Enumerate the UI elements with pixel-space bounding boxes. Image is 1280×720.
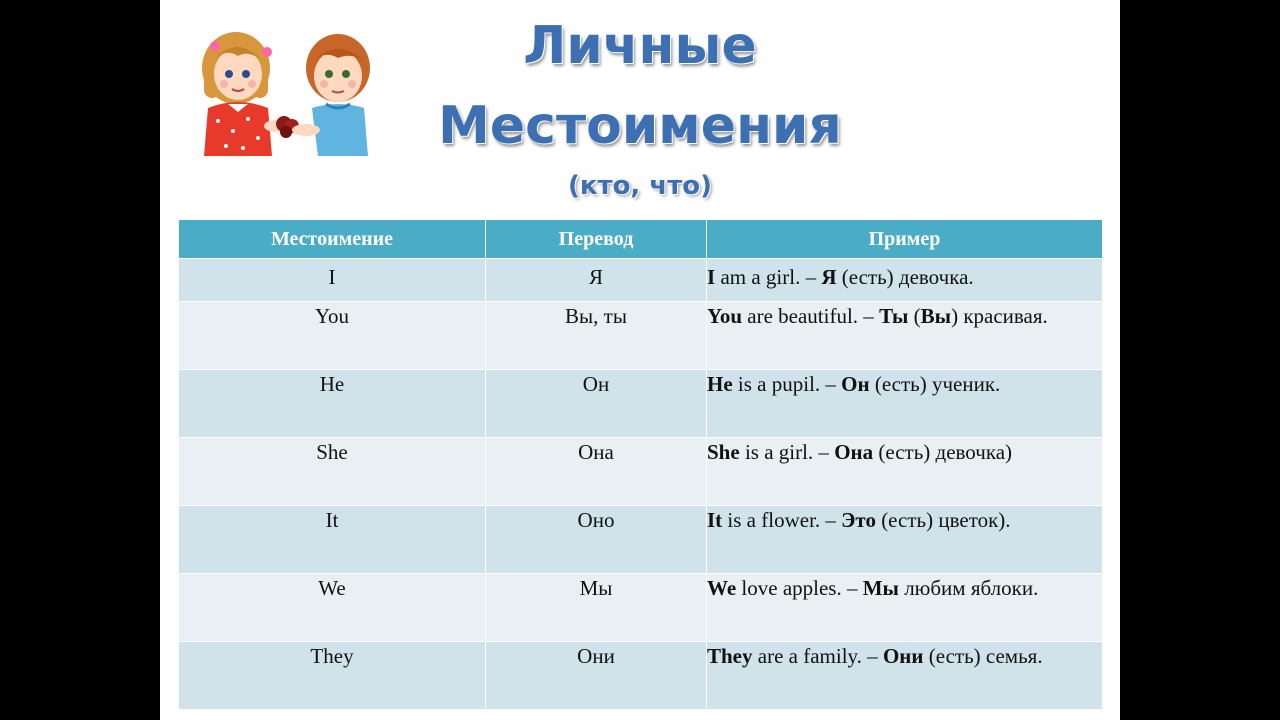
table-row — [179, 302, 1103, 370]
example-en-rest: love apples. – — [736, 576, 863, 600]
pronoun-cell: It — [179, 506, 486, 574]
example-en-rest: are a family. – — [752, 644, 883, 668]
example-cell — [707, 302, 1103, 370]
example-en-bold: He — [707, 372, 733, 396]
example-ru-rest: (есть) цветок). — [875, 508, 1011, 532]
example-ru-bold: Ты — [879, 304, 909, 328]
example-en-rest: am a girl. – — [715, 265, 822, 289]
girl-figure — [202, 32, 288, 156]
table-row — [179, 574, 1103, 642]
example-en-bold: I — [707, 265, 716, 289]
example-cell — [707, 438, 1103, 506]
translation-cell: Они — [486, 642, 707, 710]
example-ru-rest: (есть) семья. — [923, 644, 1043, 668]
example-en-rest: are beautiful. – — [742, 304, 880, 328]
example-ru-bold: Это — [841, 508, 876, 532]
translation-cell: Вы, ты — [486, 302, 707, 370]
table-row — [179, 259, 1103, 302]
pronoun-cell: She — [179, 438, 486, 506]
table-row — [179, 370, 1103, 438]
example-en-rest: is a girl. – — [739, 440, 835, 464]
translation-cell: Я — [486, 259, 707, 302]
pronoun-cell: We — [179, 574, 486, 642]
translation-cell: Мы — [486, 574, 707, 642]
example-en-bold: They — [707, 644, 753, 668]
translation-cell: Оно — [486, 506, 707, 574]
example-en-rest: is a flower. – — [722, 508, 842, 532]
example-cell — [707, 506, 1103, 574]
table-header-row — [179, 220, 1103, 259]
pronoun-cell: He — [179, 370, 486, 438]
example-ru-rest-2: ) красивая. — [951, 304, 1048, 328]
example-ru-rest: (есть) девочка. — [836, 265, 974, 289]
subtitle: (кто, что) — [567, 171, 713, 201]
pronoun-cell: You — [179, 302, 486, 370]
example-ru-rest: ( — [908, 304, 921, 328]
example-ru-bold: Я — [821, 265, 837, 289]
pronouns-table — [178, 219, 1103, 710]
example-cell — [707, 370, 1103, 438]
table-row — [179, 506, 1103, 574]
example-en-bold: We — [707, 576, 737, 600]
example-en-bold: It — [707, 508, 723, 532]
title-line-2: Местоимения — [438, 96, 842, 156]
example-ru-rest: (есть) ученик. — [869, 372, 1001, 396]
pronoun-cell: I — [179, 259, 486, 302]
example-ru-bold: Она — [834, 440, 874, 464]
translation-cell: Он — [486, 370, 707, 438]
example-ru-rest: любим яблоки. — [898, 576, 1039, 600]
table-row — [179, 438, 1103, 506]
slide — [160, 0, 1120, 720]
translation-cell: Она — [486, 438, 707, 506]
header-example: Пример — [707, 220, 1103, 259]
header-translation: Перевод — [486, 220, 707, 259]
title-line-1: Личные — [523, 16, 757, 76]
example-cell — [707, 574, 1103, 642]
example-cell — [707, 642, 1103, 710]
example-cell — [707, 259, 1103, 302]
example-ru-rest: (есть) девочка) — [873, 440, 1013, 464]
example-en-bold: You — [707, 304, 743, 328]
header-pronoun: Местоимение — [179, 220, 486, 259]
example-ru-bold: Они — [882, 644, 924, 668]
example-en-bold: She — [707, 440, 740, 464]
table-row — [179, 642, 1103, 710]
example-ru-bold: Мы — [862, 576, 899, 600]
example-ru-bold-2: Вы — [920, 304, 952, 328]
example-ru-bold: Он — [841, 372, 870, 396]
example-en-rest: is a pupil. – — [732, 372, 842, 396]
pronoun-cell: They — [179, 642, 486, 710]
